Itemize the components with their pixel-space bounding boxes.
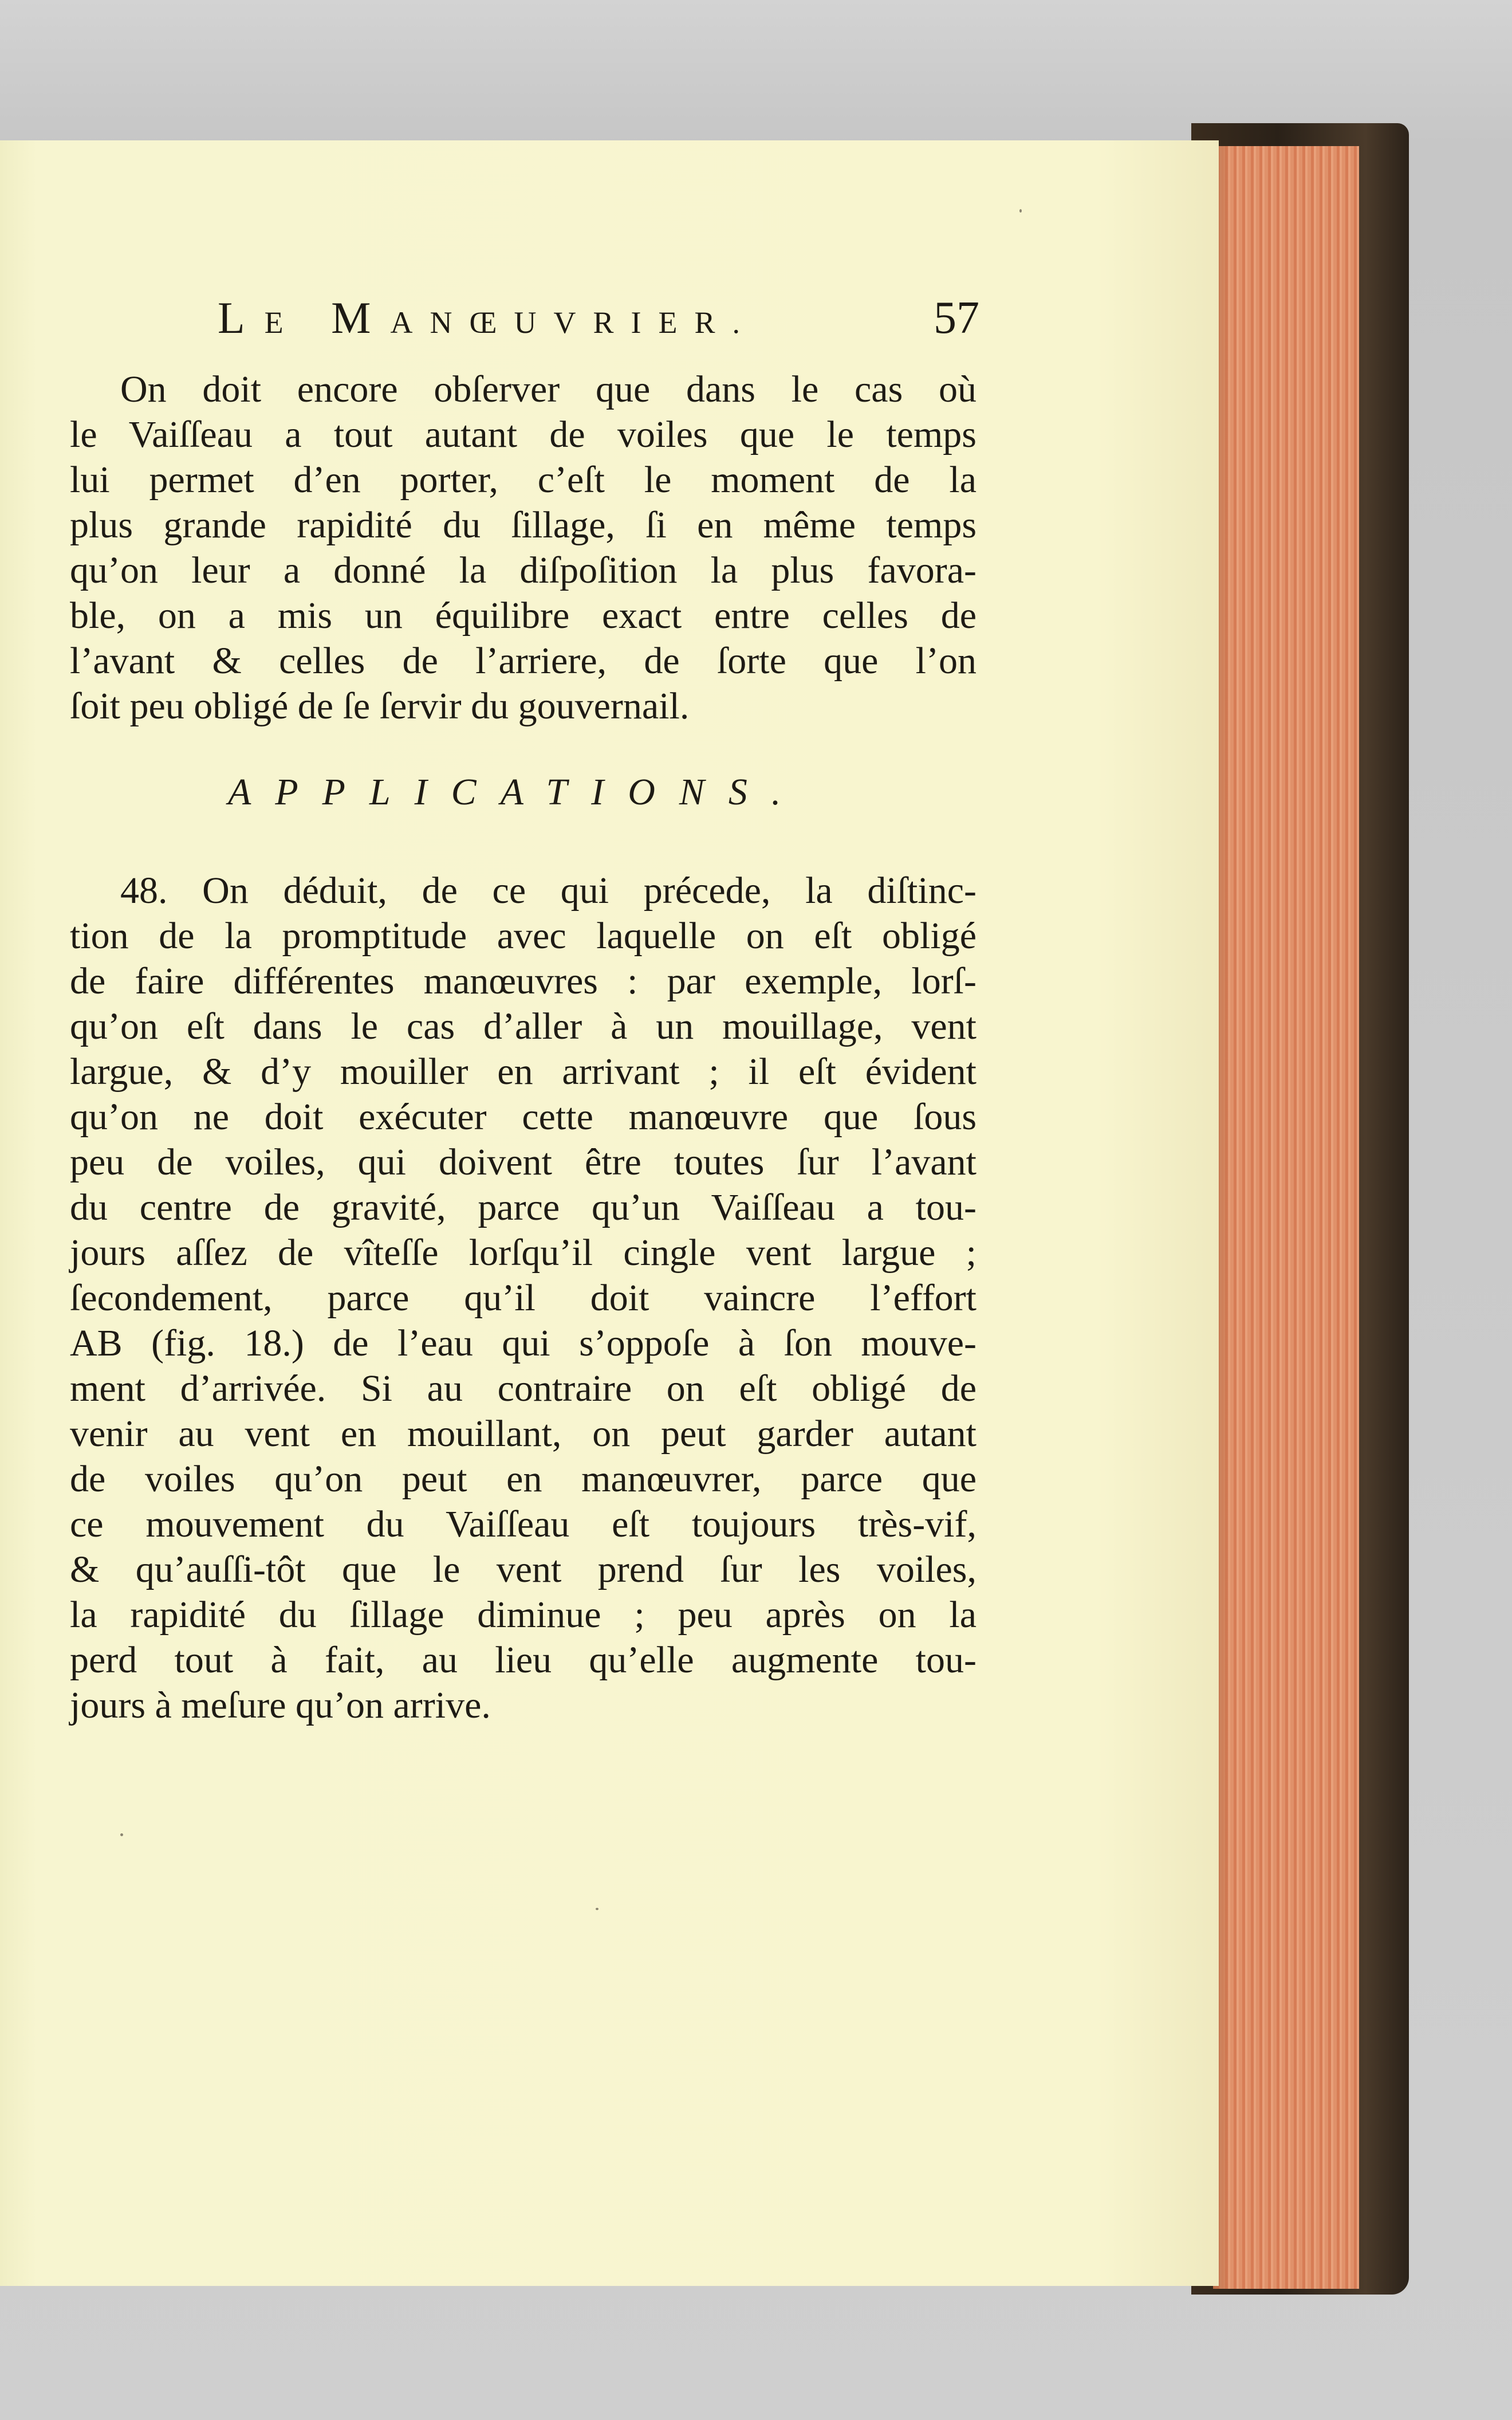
paragraph-1 (70, 367, 976, 729)
page-edges (1213, 146, 1359, 2289)
text-line: ce mouvement du Vaiſſeau eſt toujours très-vif, (70, 1503, 976, 1545)
title-initial: L (218, 293, 265, 343)
text-line: ſoit peu obligé de ſe ſervir du gouvernail. (70, 685, 690, 727)
text-line: plus grande rapidité du ſillage, ſi en même temps (70, 504, 976, 546)
text-line: largue, & d’y mouiller en arrivant ; il eſt évident (70, 1051, 976, 1093)
title-word: E (264, 305, 301, 340)
text-line: AB (fig. 18.) de l’eau qui s’oppoſe à ſon mouve- (70, 1322, 976, 1364)
text-line: peu de voiles, qui doivent être toutes ſur l’avant (70, 1141, 976, 1183)
text-line: lui permet d’en porter, c’eſt le moment de la (70, 459, 976, 501)
text-line: jours à meſure qu’on arrive. (70, 1684, 491, 1726)
text-line: tion de la promptitude avec laquelle on eſt obligé (70, 915, 976, 957)
text-line: venir au vent en mouillant, on peut garder autant (70, 1413, 976, 1455)
text-line: perd tout à fait, au lieu qu’elle augmente tou- (70, 1639, 976, 1681)
text-line: la rapidité du ſillage diminue ; peu après on la (70, 1594, 976, 1636)
paper-speck (596, 1908, 598, 1910)
page-number: 57 (934, 293, 979, 343)
text-line: de voiles qu’on peut en manœuvrer, parce que (70, 1458, 976, 1500)
section-heading: APPLICATIONS. (228, 771, 805, 813)
text-line: ment d’arrivée. Si au contraire on eſt obligé de (70, 1368, 976, 1409)
text-line: qu’on ne doit exécuter cette manœuvre que ſous (70, 1096, 976, 1138)
paper-speck (120, 1833, 123, 1836)
page-header (218, 292, 979, 349)
title-word: ANŒUVRIER. (390, 305, 758, 340)
paper-speck (1019, 209, 1022, 213)
text-line: le Vaiſſeau a tout autant de voiles que le temps (70, 414, 976, 455)
text-line: l’avant & celles de l’arriere, de ſorte que l’on (70, 640, 976, 682)
paragraph-2 (70, 868, 976, 1728)
text-line: qu’on eſt dans le cas d’aller à un mouillage, vent (70, 1005, 976, 1047)
text-line: 48. On déduit, de ce qui précede, la diſtinc- (120, 870, 976, 912)
text-line: On doit encore obſerver que dans le cas où (120, 368, 976, 410)
text-line: qu’on leur a donné la diſpoſition la plus favora- (70, 549, 976, 591)
text-line: ble, on a mis un équilibre exact entre celles de (70, 595, 976, 637)
title-initial: M (331, 293, 391, 343)
text-line: & qu’auſſi-tôt que le vent prend ſur les voiles, (70, 1549, 976, 1590)
text-line: du centre de gravité, parce qu’un Vaiſſeau a tou- (70, 1187, 976, 1228)
text-line: de faire différentes manœuvres : par exemple, lorſ- (70, 960, 976, 1002)
running-title (218, 292, 757, 344)
text-line: ſecondement, parce qu’il doit vaincre l’effort (70, 1277, 976, 1319)
text-line: jours aſſez de vîteſſe lorſqu’il cingle vent largue ; (70, 1232, 976, 1274)
